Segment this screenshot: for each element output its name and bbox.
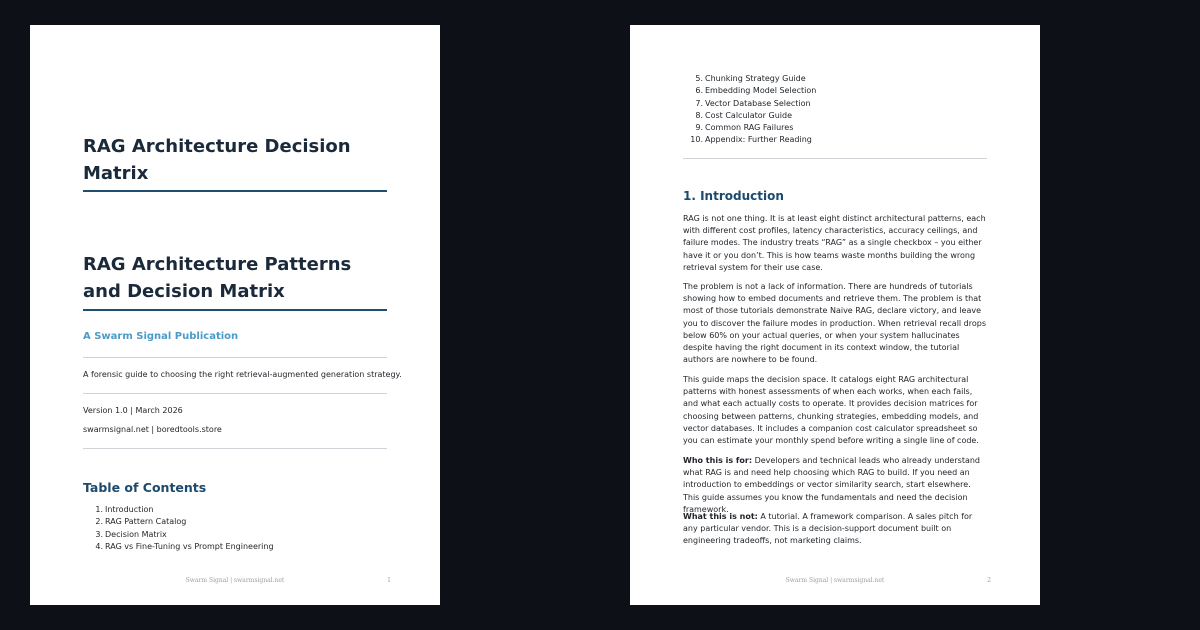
title-rule (83, 190, 387, 192)
main-title-rule (83, 309, 387, 311)
paragraph: RAG is not one thing. It is at least eight distinct architectural patterns, each with different cost profiles, latency characteristics, accuracy ceilings, and failure modes. The industry treats “RAG” as a single checkbox – you either have it or you don’t. This is how teams waste months building the wrong retrieval system for their use case. (683, 214, 986, 272)
main-title: RAG Architecture Patterns and Decision Matrix (83, 254, 352, 302)
section-heading: 1. Introduction (683, 189, 784, 203)
document-page-1 (30, 25, 440, 605)
document-title: RAG Architecture Decision Matrix (83, 136, 351, 184)
toc-item[interactable]: 10. Appendix: Further Reading (690, 135, 812, 145)
version-line: Version 1.0 | March 2026 (83, 406, 183, 415)
page-footer: Swarm Signal | swarmsignal.net (785, 577, 885, 584)
toc-item[interactable]: 7. Vector Database Selection (695, 98, 811, 108)
divider (83, 357, 387, 358)
toc-item[interactable]: 9. Common RAG Failures (695, 123, 794, 133)
toc-item[interactable]: 1. Introduction (95, 505, 154, 514)
paragraph-what: What this is not: A tutorial. A framework comparison. A sales pitch for any particular vendor. This is a decision-support document built on engineering tradeoffs, not marketing claims. (683, 512, 973, 546)
paragraph: This guide maps the decision space. It catalogs eight RAG architectural patterns with honest assessments of when each works, when each fails, and what each actually costs to operate. It provides decision matrices for choosing between patterns, chunking strategies, embedding models, and vector databases. It includes a companion cost calculator spreadsheet so you can estimate your monthly spend before writing a single line of code. (683, 375, 979, 446)
page-number: 1 (387, 577, 391, 584)
table-of-contents (83, 504, 274, 553)
page-footer: Swarm Signal | swarmsignal.net (185, 577, 285, 584)
paragraph-who: Who this is for: Developers and technical leads who already understand what RAG is and need help choosing which RAG to build. If you need an introduction to embeddings or vector similarity search, start elsewhere. This guide assumes you know the fundamentals and need the decision framework. (683, 456, 980, 514)
divider (83, 448, 387, 449)
who-label: Who this is for: (683, 456, 753, 465)
paragraph: The problem is not a lack of information. There are hundreds of tutorials showing how to embed documents and retrieve them. The problem is that most of those tutorials demonstrate Naive RAG, declare victory, and leave you to discover the failure modes in production. When retrieval recall drops below 60% on your actual queries, or when your system hallucinates despite having the right document in its context window, the tutorial authors are nowhere to be found. (683, 282, 987, 365)
table-of-contents-continued (683, 73, 816, 147)
toc-item[interactable]: 3. Decision Matrix (95, 529, 167, 539)
document-page-2 (630, 25, 1040, 605)
document-subtitle: A forensic guide to choosing the right retrieval-augmented generation strategy. (83, 370, 402, 379)
divider (83, 393, 387, 394)
toc-item[interactable]: 5. Chunking Strategy Guide (695, 74, 806, 83)
sites-line: swarmsignal.net | boredtools.store (83, 425, 222, 434)
toc-item[interactable]: 8. Cost Calculator Guide (695, 110, 792, 120)
toc-item[interactable]: 6. Embedding Model Selection (695, 86, 817, 96)
toc-item[interactable]: 2. RAG Pattern Catalog (95, 517, 187, 527)
toc-item[interactable]: 4. RAG vs Fine-Tuning vs Prompt Engineering (95, 541, 274, 551)
publication-label: A Swarm Signal Publication (83, 331, 239, 342)
divider (683, 158, 987, 159)
page-number: 2 (987, 577, 991, 584)
toc-heading: Table of Contents (83, 480, 207, 495)
what-label: What this is not: (683, 512, 758, 521)
